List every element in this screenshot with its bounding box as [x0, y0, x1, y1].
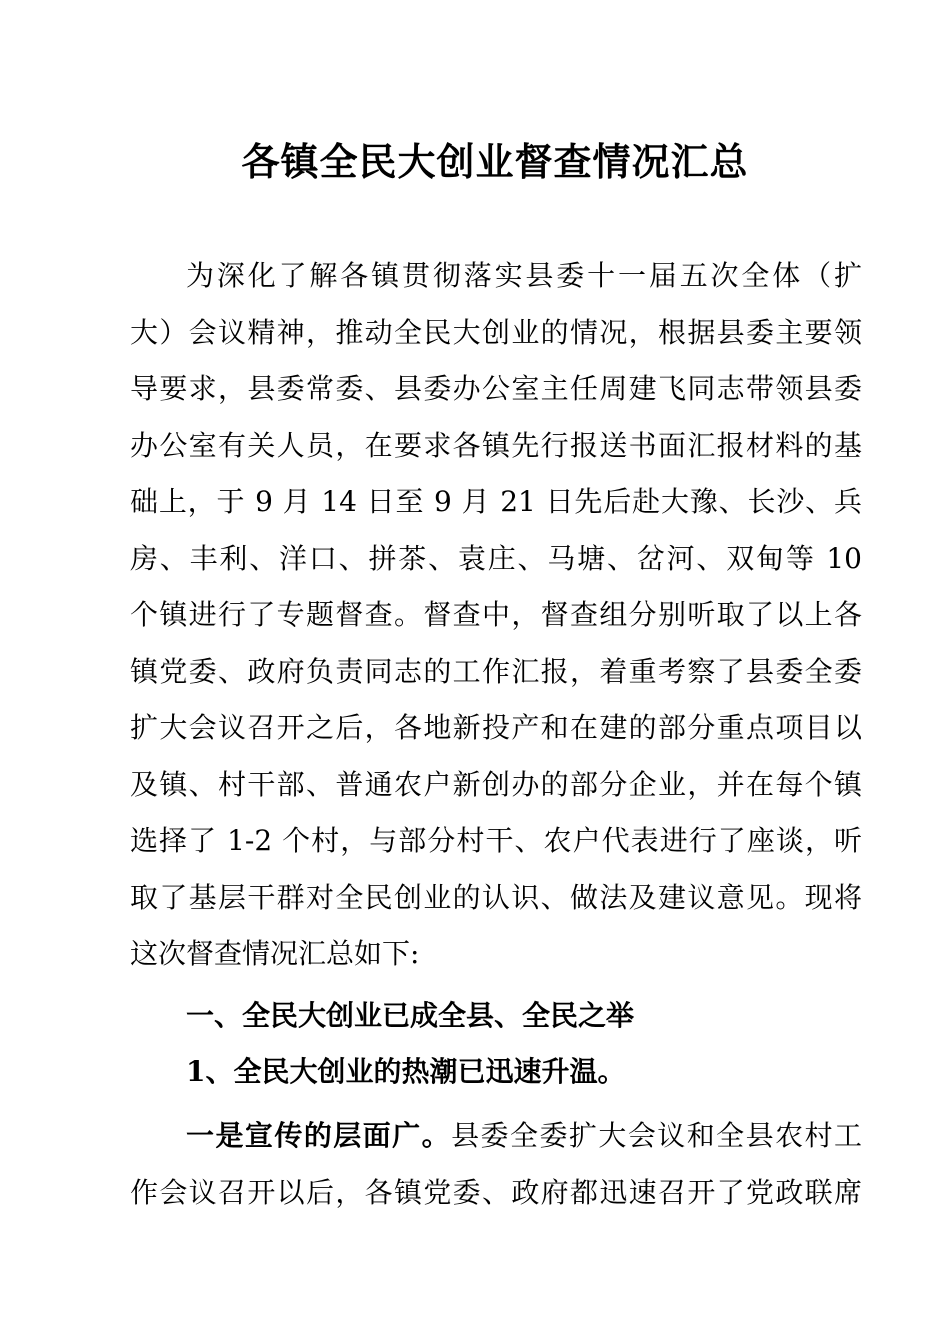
paragraph-line: 办公室有关人员，在要求各镇先行报送书面汇报材料的基	[130, 428, 862, 462]
paragraph-line: 这次督查情况汇总如下:	[130, 937, 420, 970]
document-title: 各镇全民大创业督查情况汇总	[241, 139, 749, 184]
subsection-heading: 1、全民大创业的热潮已迅速升温。	[186, 1055, 626, 1088]
paragraph-line: 作会议召开以后，各镇党委、政府都迅速召开了党政联席	[130, 1175, 862, 1209]
paragraph-line	[130, 1108, 862, 1165]
paragraph-line: 取了基层干群对全民创业的认识、做法及建议意见。现将	[130, 880, 862, 914]
paragraph-line: 大）会议精神，推动全民大创业的情况，根据县委主要领	[130, 315, 862, 349]
paragraph-line: 镇党委、政府负责同志的工作汇报，着重考察了县委全委	[130, 654, 862, 688]
paragraph-line: 个镇进行了专题督查。督查中，督查组分别听取了以上各	[130, 598, 862, 631]
body-paragraph	[130, 1108, 862, 1221]
paragraph-line: 选择了 1-2 个村，与部分村干、农户代表进行了座谈，听	[130, 824, 862, 857]
section-heading: 一、全民大创业已成全县、全民之举	[186, 999, 635, 1032]
intro-paragraph	[130, 248, 862, 983]
paragraph-line: 房、丰利、洋口、拼茶、袁庄、马塘、岔河、双甸等 10	[130, 541, 862, 575]
paragraph-line: 扩大会议召开之后，各地新投产和在建的部分重点项目以	[130, 711, 862, 744]
paragraph-lead: 一是宣传的层面广。	[186, 1119, 452, 1152]
paragraph-line: 础上，于 9 月 14 日至 9 月 21 日先后赴大豫、长沙、兵	[130, 485, 862, 518]
paragraph-line-rest: 县委全委扩大会议和全县农村工	[451, 1119, 862, 1152]
paragraph-line: 为深化了解各镇贯彻落实县委十一届五次全体（扩	[186, 259, 862, 292]
paragraph-line: 导要求，县委常委、县委办公室主任周建飞同志带领县委	[130, 372, 862, 405]
paragraph-line: 及镇、村干部、普通农户新创办的部分企业，并在每个镇	[130, 767, 862, 801]
